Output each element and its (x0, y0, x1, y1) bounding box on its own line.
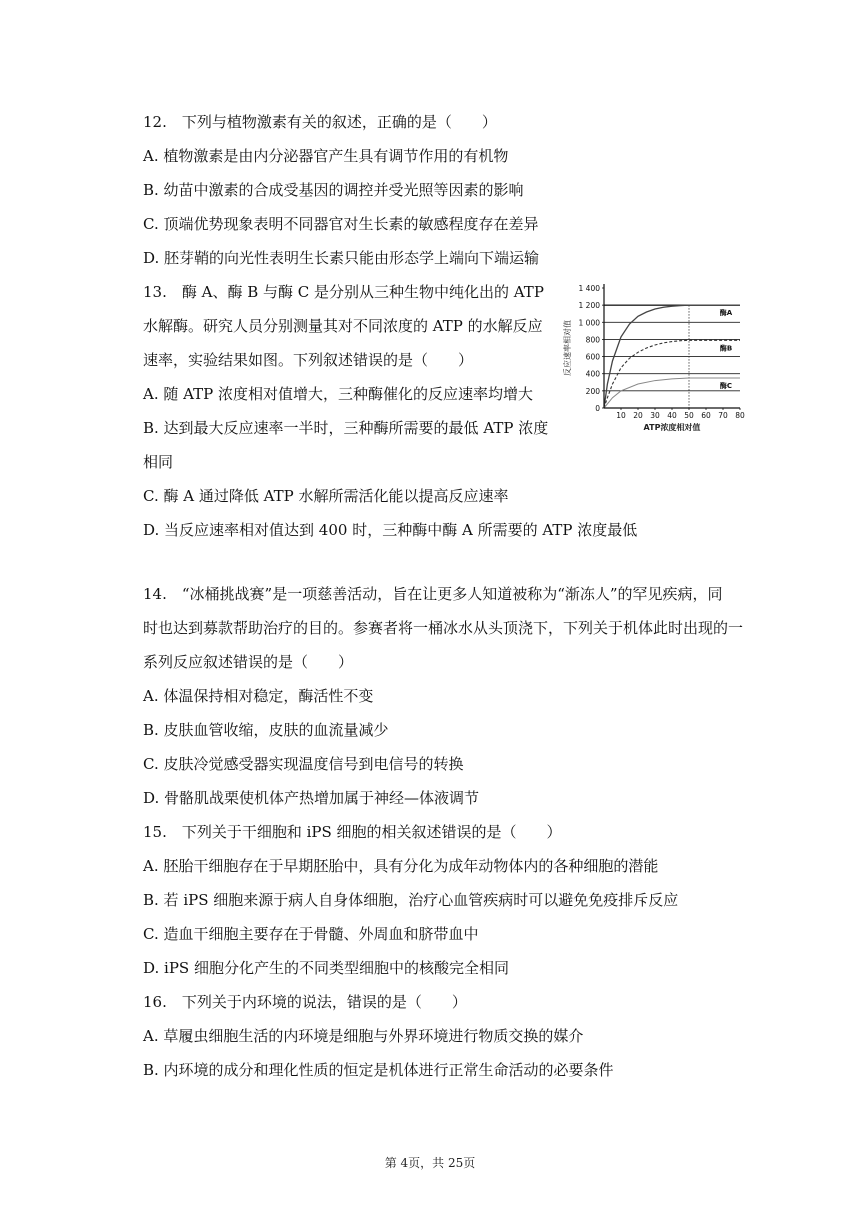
question-13-stem-line-2: 水解酶。研究人员分别测量其对不同浓度的 ATP 的水解反应 (143, 317, 543, 335)
series-label-1: 酶A (719, 309, 733, 318)
question-12-option-a: A. 植物激素是由内分泌器官产生具有调节作用的有机物 (143, 147, 509, 165)
question-13-stem-line-3: 速率，实验结果如图。下列叙述错误的是（ ） (143, 351, 474, 369)
page-footer: 第 4页，共 25页 (384, 1156, 476, 1170)
question-14-option-d: D. 骨骼肌战栗使机体产热增加属于神经—体液调节 (143, 789, 480, 807)
question-15-option-b: B. 若 iPS 细胞来源于病人自身体细胞，治疗心血管疾病时可以避免免疫排斥反应 (143, 891, 679, 909)
question-14-stem-line-1: 14. “冰桶挑战赛”是一项慈善活动，旨在让更多人知道被称为“渐冻人”的罕见疾病，同 (143, 585, 723, 603)
question-14-option-b: B. 皮肤血管收缩，皮肤的血流量减少 (143, 721, 389, 739)
x-tick-label-40: 40 (667, 411, 677, 420)
x-tick-label-30: 30 (650, 411, 660, 420)
series-label-2: 酶B (719, 344, 733, 353)
question-15-stem: 15. 下列关于干细胞和 iPS 细胞的相关叙述错误的是（ ） (143, 823, 562, 841)
x-tick-label-80: 80 (735, 411, 745, 420)
question-14-option-a: A. 体温保持相对稳定，酶活性不变 (143, 687, 374, 705)
chart-x-axis-label: ATP浓度相对值 (643, 423, 701, 432)
question-13-option-c: C. 酶 A 通过降低 ATP 水解所需活化能以提高反应速率 (143, 487, 509, 505)
x-tick-label-20: 20 (633, 411, 643, 420)
y-tick-label-0: 0 (595, 404, 600, 413)
question-15-option-d: D. iPS 细胞分化产生的不同类型细胞中的核酸完全相同 (143, 959, 509, 977)
x-tick-label-60: 60 (701, 411, 711, 420)
question-14-stem-line-2: 时也达到募款帮助治疗的目的。参赛者将一桶冰水从头顶浇下，下列关于机体此时出现的一 (143, 619, 744, 637)
series-label-3: 酶C (719, 382, 733, 390)
question-16-option-b: B. 内环境的成分和理化性质的恒定是机体进行正常生命活动的必要条件 (143, 1061, 614, 1079)
y-tick-label-400: 400 (585, 369, 600, 379)
y-tick-label-1000: 1 000 (578, 318, 600, 328)
question-13-stem-line-1: 13. 酶 A、酶 B 与酶 C 是分别从三种生物中纯化出的 ATP (143, 283, 544, 301)
question-13-option-a: A. 随 ATP 浓度相对值增大，三种酶催化的反应速率均增大 (143, 385, 534, 403)
question-14-option-c: C. 皮肤冷觉感受器实现温度信号到电信号的转换 (143, 755, 464, 773)
question-14-stem-line-3: 系列反应叙述错误的是（ ） (143, 653, 354, 671)
question-16-option-a: A. 草履虫细胞生活的内环境是细胞与外界环境进行物质交换的媒介 (143, 1027, 584, 1045)
y-tick-label-1200: 1 200 (578, 301, 600, 311)
y-tick-label-600: 600 (585, 352, 600, 362)
x-tick-label-10: 10 (616, 411, 626, 420)
question-15-option-a: A. 胚胎干细胞存在于早期胚胎中，具有分化为成年动物体内的各种细胞的潜能 (143, 857, 659, 875)
y-tick-label-800: 800 (585, 335, 600, 345)
x-tick-label-50: 50 (684, 411, 694, 420)
enzyme-rate-chart (556, 278, 746, 436)
chart-y-axis-label: 反应速率相对值 (563, 320, 572, 376)
question-13-option-d: D. 当反应速率相对值达到 400 时，三种酶中酶 A 所需要的 ATP 浓度最低 (143, 521, 638, 539)
question-12-option-d: D. 胚芽鞘的向光性表明生长素只能由形态学上端向下端运输 (143, 249, 540, 267)
question-13-option-b-cont: 相同 (143, 453, 174, 471)
question-12-option-b: B. 幼苗中激素的合成受基因的调控并受光照等因素的影响 (143, 181, 524, 199)
question-15-option-c: C. 造血干细胞主要存在于骨髓、外周血和脐带血中 (143, 925, 479, 943)
question-16-stem: 16. 下列关于内环境的说法，错误的是（ ） (143, 993, 467, 1011)
question-12-stem: 12. 下列与植物激素有关的叙述，正确的是（ ） (143, 113, 497, 131)
question-12-option-c: C. 顶端优势现象表明不同器官对生长素的敏感程度存在差异 (143, 215, 539, 233)
y-tick-label-200: 200 (585, 386, 600, 396)
x-tick-label-70: 70 (718, 411, 728, 420)
question-13-option-b: B. 达到最大反应速率一半时，三种酶所需要的最低 ATP 浓度 (143, 419, 549, 437)
y-tick-label-1400: 1 400 (578, 284, 600, 293)
